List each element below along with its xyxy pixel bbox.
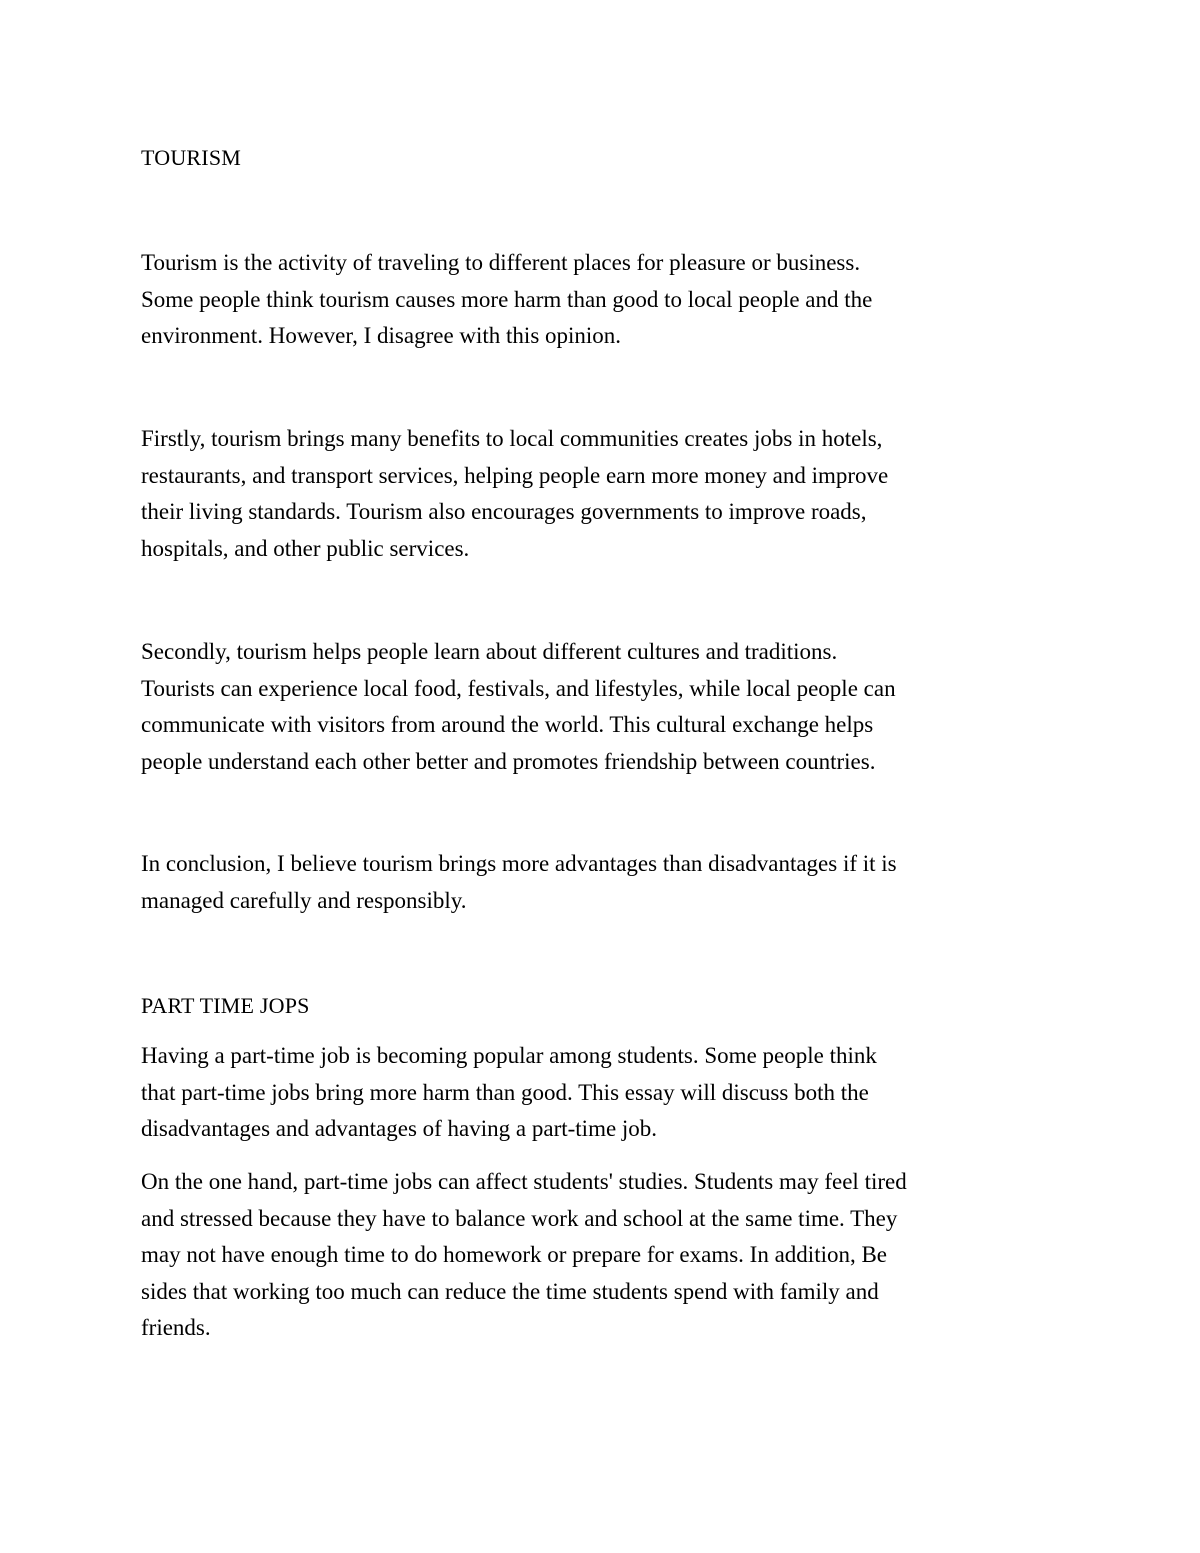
- paragraph-line: Tourism is the activity of traveling to different places for pleasure or business.: [141, 250, 861, 275]
- tourism-paragraph-conclusion: [141, 846, 1081, 919]
- paragraph-line: sides that working too much can reduce the time students spend with family and: [141, 1278, 879, 1304]
- paragraph-line: Tourists can experience local food, festivals, and lifestyles, while local people can: [141, 675, 896, 701]
- tourism-paragraph-secondly: [141, 634, 1081, 780]
- heading-text: PART TIME JOPS: [141, 993, 310, 1018]
- paragraph-line: friends.: [141, 1315, 211, 1340]
- paragraph-line: Some people think tourism causes more harm than good to local people and the: [141, 286, 873, 312]
- tourism-heading: [141, 140, 1081, 177]
- paragraph-line: that part-time jobs bring more harm than good. This essay will discuss both the: [141, 1079, 869, 1105]
- paragraph-line: hospitals, and other public services.: [141, 535, 470, 561]
- paragraph-line: their living standards. Tourism also encourages governments to improve roads,: [141, 499, 867, 524]
- tourism-paragraph-intro: [141, 245, 1081, 355]
- paragraph-line: Secondly, tourism helps people learn about different cultures and traditions.: [141, 639, 838, 664]
- paragraph-line: managed carefully and responsibly.: [141, 887, 467, 913]
- paragraph-line: people understand each other better and promotes friendship between countries.: [141, 748, 876, 774]
- heading-text: TOURISM: [141, 145, 242, 170]
- jobs-paragraph-intro: [141, 1038, 1081, 1148]
- jobs-paragraph-one-hand: [141, 1164, 1081, 1347]
- paragraph-line: On the one hand, part-time jobs can affect students' studies. Students may feel tired: [141, 1169, 907, 1194]
- paragraph-line: In conclusion, I believe tourism brings more advantages than disadvantages if it is: [141, 851, 897, 876]
- paragraph-line: may not have enough time to do homework or prepare for exams. In addition, Be: [141, 1242, 888, 1267]
- paragraph-line: Firstly, tourism brings many benefits to local communities creates jobs in hotels,: [141, 426, 883, 451]
- paragraph-line: environment. However, I disagree with this opinion.: [141, 323, 622, 348]
- paragraph-line: and stressed because they have to balance work and school at the same time. They: [141, 1205, 898, 1231]
- paragraph-line: disadvantages and advantages of having a part-time job.: [141, 1116, 658, 1141]
- paragraph-line: Having a part-time job is becoming popular among students. Some people think: [141, 1043, 877, 1068]
- paragraph-line: communicate with visitors from around the world. This cultural exchange helps: [141, 712, 874, 737]
- paragraph-line: restaurants, and transport services, helping people earn more money and improve: [141, 462, 889, 488]
- tourism-paragraph-firstly: [141, 421, 1081, 567]
- part-time-jobs-heading: [141, 988, 1081, 1025]
